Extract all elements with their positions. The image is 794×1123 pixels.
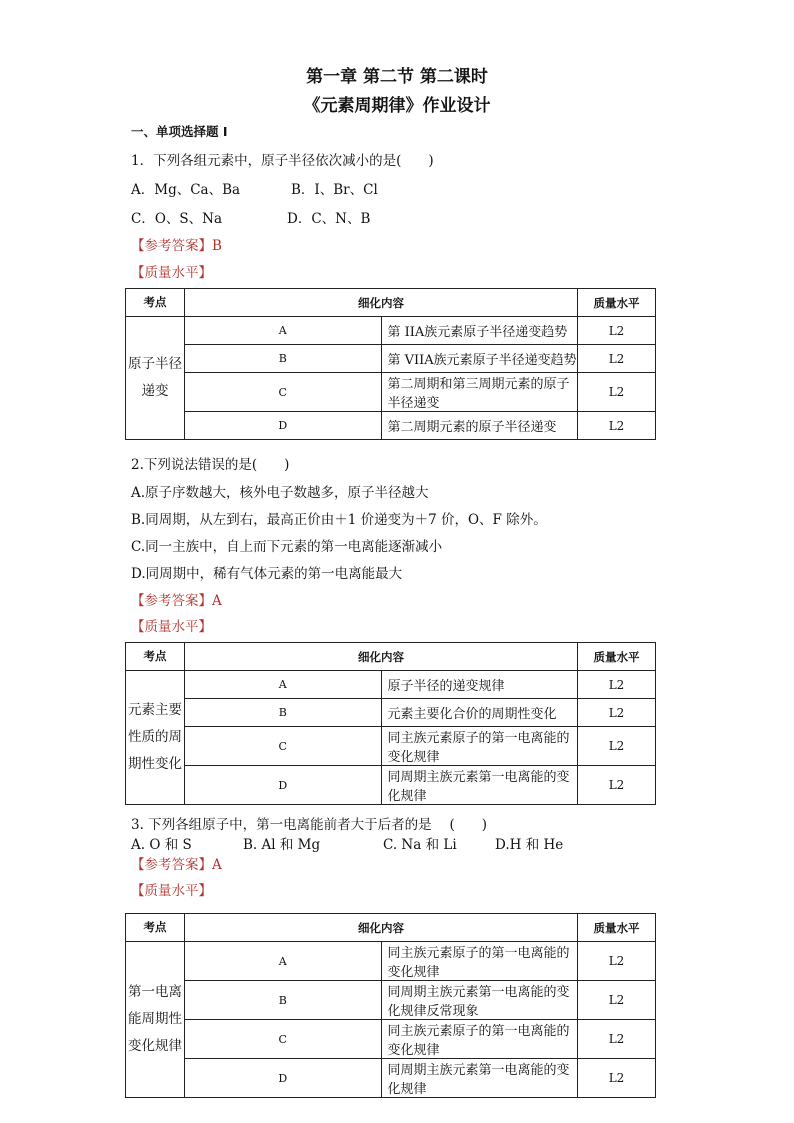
row-level: L2 (578, 317, 656, 345)
header-level: 质量水平 (578, 643, 656, 671)
kaodian-text: 原子半径递变 (128, 356, 182, 399)
q3-stem: 3. 下列各组原子中，第一电离能前者大于后者的是 ( ) (131, 817, 487, 833)
table-row (126, 671, 656, 699)
row-level: L2 (578, 766, 656, 805)
q3-option-a: A. O 和 S (131, 837, 192, 853)
row-level: L2 (578, 981, 656, 1020)
table-row (126, 942, 656, 981)
header-level: 质量水平 (578, 914, 656, 942)
answer-prefix: 【参考答案】 (131, 238, 212, 254)
kaodian-text: 第一电离能周期性变化规律 (128, 984, 182, 1054)
kaodian-cell (126, 942, 185, 1098)
doc-title-line2: 《元素周期律》作业设计 (303, 96, 491, 116)
row-level: L2 (578, 1020, 656, 1059)
row-letter: B (185, 345, 382, 373)
q3-answer (131, 853, 222, 873)
table-row (126, 727, 656, 766)
row-detail: 元素主要化合价的周期性变化 (381, 699, 578, 727)
kaodian-cell (126, 671, 185, 805)
header-detail: 细化内容 (185, 914, 578, 942)
row-detail: 同周期主族元素第一电离能的变化规律反常现象 (381, 981, 578, 1020)
q2-quality-label: 【质量水平】 (131, 619, 212, 635)
row-detail: 第二周期和第三周期元素的原子半径递变 (381, 373, 578, 412)
table-row (126, 1020, 656, 1059)
header-kaodian: 考点 (126, 643, 185, 671)
row-detail: 同周期主族元素第一电离能的变化规律 (381, 766, 578, 805)
table-header-row (126, 289, 656, 317)
q3-quality-label: 【质量水平】 (131, 883, 212, 899)
row-detail: 第 VIIA族元素原子半径递变趋势 (381, 345, 578, 373)
table-header-row (126, 914, 656, 942)
q3-quality-table (125, 913, 656, 1098)
row-detail: 同主族元素原子的第一电离能的变化规律 (381, 727, 578, 766)
kaodian-text: 元素主要性质的周期性变化 (128, 702, 182, 772)
header-detail: 细化内容 (185, 289, 578, 317)
q3-options-row (131, 833, 563, 853)
table-row (126, 766, 656, 805)
answer-prefix: 【参考答案】 (131, 593, 212, 609)
row-detail: 同主族元素原子的第一电离能的变化规律 (381, 942, 578, 981)
section-heading: 一、单项选择题 I (131, 124, 228, 139)
doc-title-line1: 第一章 第二节 第二课时 (306, 67, 488, 87)
table-row (126, 317, 656, 345)
row-level: L2 (578, 727, 656, 766)
header-kaodian: 考点 (126, 914, 185, 942)
row-level: L2 (578, 373, 656, 412)
row-level: L2 (578, 412, 656, 440)
row-level: L2 (578, 671, 656, 699)
answer-value: B (212, 238, 222, 254)
q1-stem: 1．下列各组元素中，原子半径依次减小的是( ) (131, 153, 434, 169)
q2-option-d: D.同周期中，稀有气体元素的第一电离能最大 (131, 566, 403, 582)
row-level: L2 (578, 699, 656, 727)
q1-option-d: D．C、N、B (287, 211, 371, 227)
q1-option-a: A．Mg、Ca、Ba (131, 182, 241, 198)
table-row (126, 345, 656, 373)
q3-option-c: C. Na 和 Li (383, 837, 457, 853)
row-letter: A (185, 942, 382, 981)
q1-options-row2 (131, 207, 370, 227)
header-detail: 细化内容 (185, 643, 578, 671)
row-level: L2 (578, 1059, 656, 1098)
row-letter: B (185, 699, 382, 727)
q2-option-b: B.同周期，从左到右，最高正价由＋1 价递变为＋7 价，O、F 除外。 (131, 512, 547, 528)
row-detail: 第 IIA族元素原子半径递变趋势 (381, 317, 578, 345)
row-detail: 同主族元素原子的第一电离能的变化规律 (381, 1020, 578, 1059)
table-row (126, 981, 656, 1020)
row-letter: C (185, 727, 382, 766)
q2-quality-table (125, 642, 656, 805)
answer-prefix: 【参考答案】 (131, 857, 212, 873)
table-row (126, 412, 656, 440)
row-level: L2 (578, 942, 656, 981)
q1-quality-table (125, 288, 656, 440)
header-kaodian: 考点 (126, 289, 185, 317)
row-letter: A (185, 317, 382, 345)
row-detail: 原子半径的递变规律 (381, 671, 578, 699)
table-row (126, 699, 656, 727)
q3-option-b: B. Al 和 Mg (243, 837, 321, 853)
table-row (126, 373, 656, 412)
table-header-row (126, 643, 656, 671)
row-letter: C (185, 1020, 382, 1059)
q2-answer (131, 589, 222, 609)
row-letter: D (185, 766, 382, 805)
row-level: L2 (578, 345, 656, 373)
q2-option-a: A.原子序数越大，核外电子数越多，原子半径越大 (131, 485, 429, 501)
q1-option-c: C．O、S、Na (131, 211, 223, 227)
row-letter: A (185, 671, 382, 699)
answer-value: A (212, 593, 222, 609)
answer-value: A (212, 857, 222, 873)
q1-quality-label: 【质量水平】 (131, 265, 212, 281)
row-letter: D (185, 1059, 382, 1098)
header-level: 质量水平 (578, 289, 656, 317)
q2-stem: 2.下列说法错误的是( ) (131, 457, 290, 473)
row-detail: 第二周期元素的原子半径递变 (381, 412, 578, 440)
kaodian-cell (126, 317, 185, 440)
row-letter: C (185, 373, 382, 412)
q2-option-c: C.同一主族中，自上而下元素的第一电离能逐渐减小 (131, 539, 443, 555)
q1-answer (131, 234, 222, 254)
row-letter: B (185, 981, 382, 1020)
row-letter: D (185, 412, 382, 440)
table-row (126, 1059, 656, 1098)
q1-option-b: B．I、Br、Cl (291, 182, 378, 198)
q3-option-d: D.H 和 He (495, 837, 564, 853)
row-detail: 同周期主族元素第一电离能的变化规律 (381, 1059, 578, 1098)
q1-options-row1 (131, 178, 378, 198)
